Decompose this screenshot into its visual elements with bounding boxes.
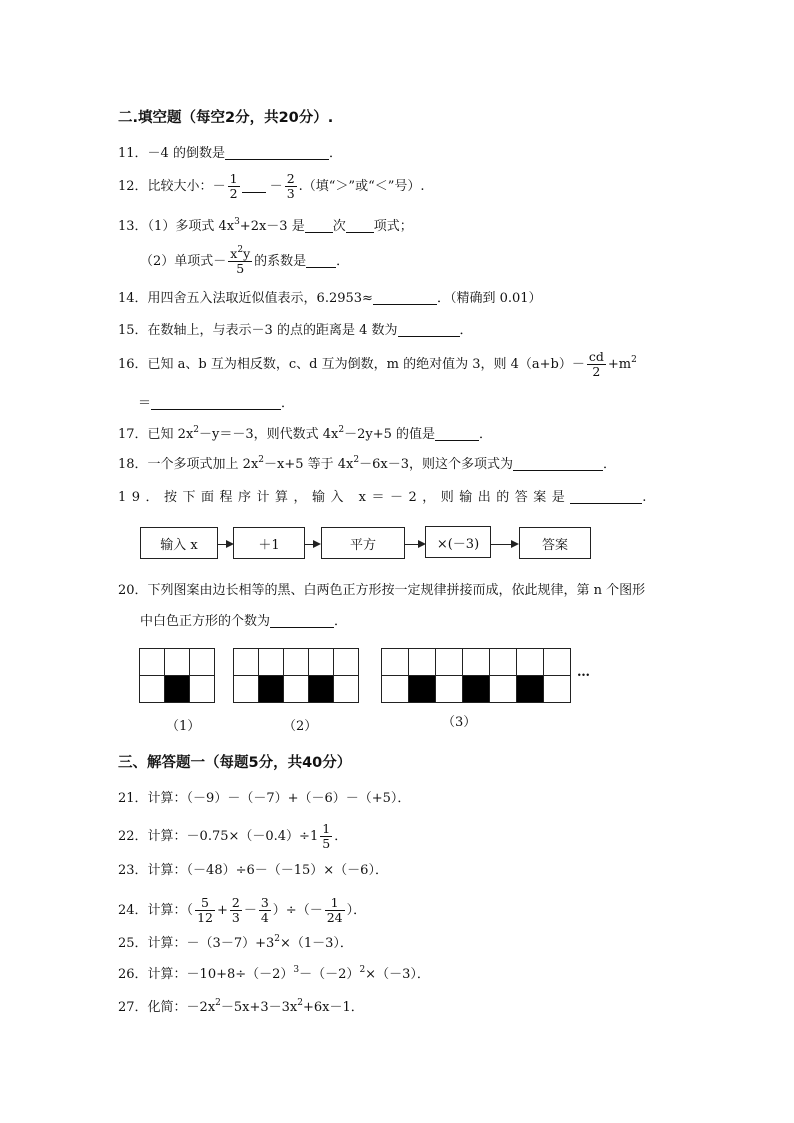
flow-box-answer: 答案: [519, 527, 591, 559]
fraction: $\frac{5}{12}$: [197, 895, 213, 925]
flow-arrow: [491, 544, 517, 545]
pattern-figure-3: [381, 648, 571, 703]
question-12: 12．比较大小：－ $\frac{1}{2}$ － $\frac{2}{3}$ .（填“＞”或“＜”号）.: [118, 171, 425, 201]
flow-box-square: 平方: [321, 527, 405, 559]
question-22: 22．计算：－0.75×（－0.4）÷1 $\frac{1}{5}$ ．: [118, 821, 348, 851]
question-15: 15．在数轴上，与表示－3 的点的距离是 4 数为 ．: [118, 323, 473, 338]
question-16-line2: ＝ ．: [138, 396, 295, 411]
fraction: $\frac{cd}{2}$: [588, 349, 604, 379]
answer-blank[interactable]: [225, 145, 329, 160]
fraction: $\frac{3}{4}$: [260, 895, 269, 925]
fraction: $\frac{2}{3}$: [286, 171, 295, 201]
question-11: 11．－4 的倒数是 ．: [118, 146, 342, 161]
question-19: 19．按下面程序计算，输入 x＝－2，则输出的答案是 .: [118, 490, 652, 505]
flow-arrow: [218, 544, 232, 545]
flow-box-plus-one: ＋1: [233, 527, 305, 559]
flow-box-input: 输入 x: [140, 527, 218, 559]
fraction: $\frac{1}{2}$: [229, 171, 238, 201]
question-18: 18．一个多项式加上 $2x^2-x+5$ 等于 $4x^2-6x-3$，则这个多项式为 ．: [118, 455, 617, 472]
answer-blank[interactable]: [513, 456, 603, 471]
figure-caption-2: （2）: [283, 719, 318, 734]
question-24: 24．计算：（ $\frac{5}{12}$ + $\frac{2}{3}$ － $\frac{3}{4}$ ）÷（－ $\frac{1}{24}$ ）．: [118, 895, 367, 925]
fraction: $\frac{1}{24}$: [326, 895, 343, 925]
section3-heading: 三、解答题一（每题5分，共40分）: [118, 755, 352, 771]
question-20-line2: 中白色正方形的个数为 ．: [140, 614, 348, 629]
question-25: 25．计算：$-(3-7)+3^2\times(1-3)$．: [118, 934, 353, 951]
question-21: 21．计算：（－9）－（－7）+（－6）－（+5）．: [118, 791, 411, 806]
flow-box-times-neg3: ×(－3): [425, 526, 491, 558]
question-27: 27．化简：$-2x^2-5x+3-3x^2+6x-1$．: [118, 998, 364, 1015]
flow-arrow: [405, 544, 424, 545]
fraction: $\frac{1}{5}$: [322, 821, 331, 851]
answer-blank[interactable]: [398, 322, 460, 337]
answer-blank[interactable]: [270, 613, 334, 628]
fraction: $\frac{x^2y}{5}$: [230, 245, 251, 276]
answer-blank[interactable]: [306, 253, 336, 268]
answer-blank[interactable]: [435, 426, 479, 441]
question-16: 16．已知 a、b 互为相反数，c、d 互为倒数，m 的绝对值为 3，则 4（a+b）－ $\frac{cd}{2}$ $+m^2$: [118, 349, 637, 379]
answer-blank[interactable]: [570, 489, 642, 504]
question-17: 17．已知 $2x^2-y=-3$，则代数式 $4x^2-2y+5$ 的值是 ．: [118, 425, 493, 442]
question-26: 26．计算：$-10+8\div(-2)^3-(-2)^2\times(-3)$．: [118, 965, 430, 982]
fraction: $\frac{2}{3}$: [231, 895, 240, 925]
figure-caption-1: （1）: [166, 719, 201, 734]
figure-caption-3: （3）: [442, 715, 477, 730]
flow-arrow: [305, 544, 319, 545]
section2-heading: 二.填空题（每空2分，共20分）.: [118, 110, 334, 126]
question-13-part1: 13．（1）多项式 $4x^3+2x-3$ 是 次 项式；: [118, 217, 413, 234]
question-20: 20．下列图案由边长相等的黑、白两色正方形按一定规律拼接而成，依此规律，第 n 个图形: [118, 583, 646, 598]
question-14: 14．用四舍五入法取近似值表示，6.2953≈ ．（精确到 0.01）: [118, 291, 542, 306]
answer-blank[interactable]: [151, 395, 281, 410]
pattern-figure-1: [139, 648, 215, 703]
answer-blank[interactable]: [346, 218, 374, 233]
answer-blank[interactable]: [305, 218, 333, 233]
pattern-figure-2: [233, 648, 359, 703]
question-23: 23．计算：（－48）÷6－（－15）×（－6）．: [118, 863, 388, 878]
question-13-part2: （2）单项式－ $\frac{x^2y}{5}$ 的系数是 ．: [140, 245, 350, 276]
answer-blank[interactable]: [242, 178, 266, 193]
continuation-dots: …: [577, 665, 590, 680]
answer-blank[interactable]: [373, 290, 437, 305]
